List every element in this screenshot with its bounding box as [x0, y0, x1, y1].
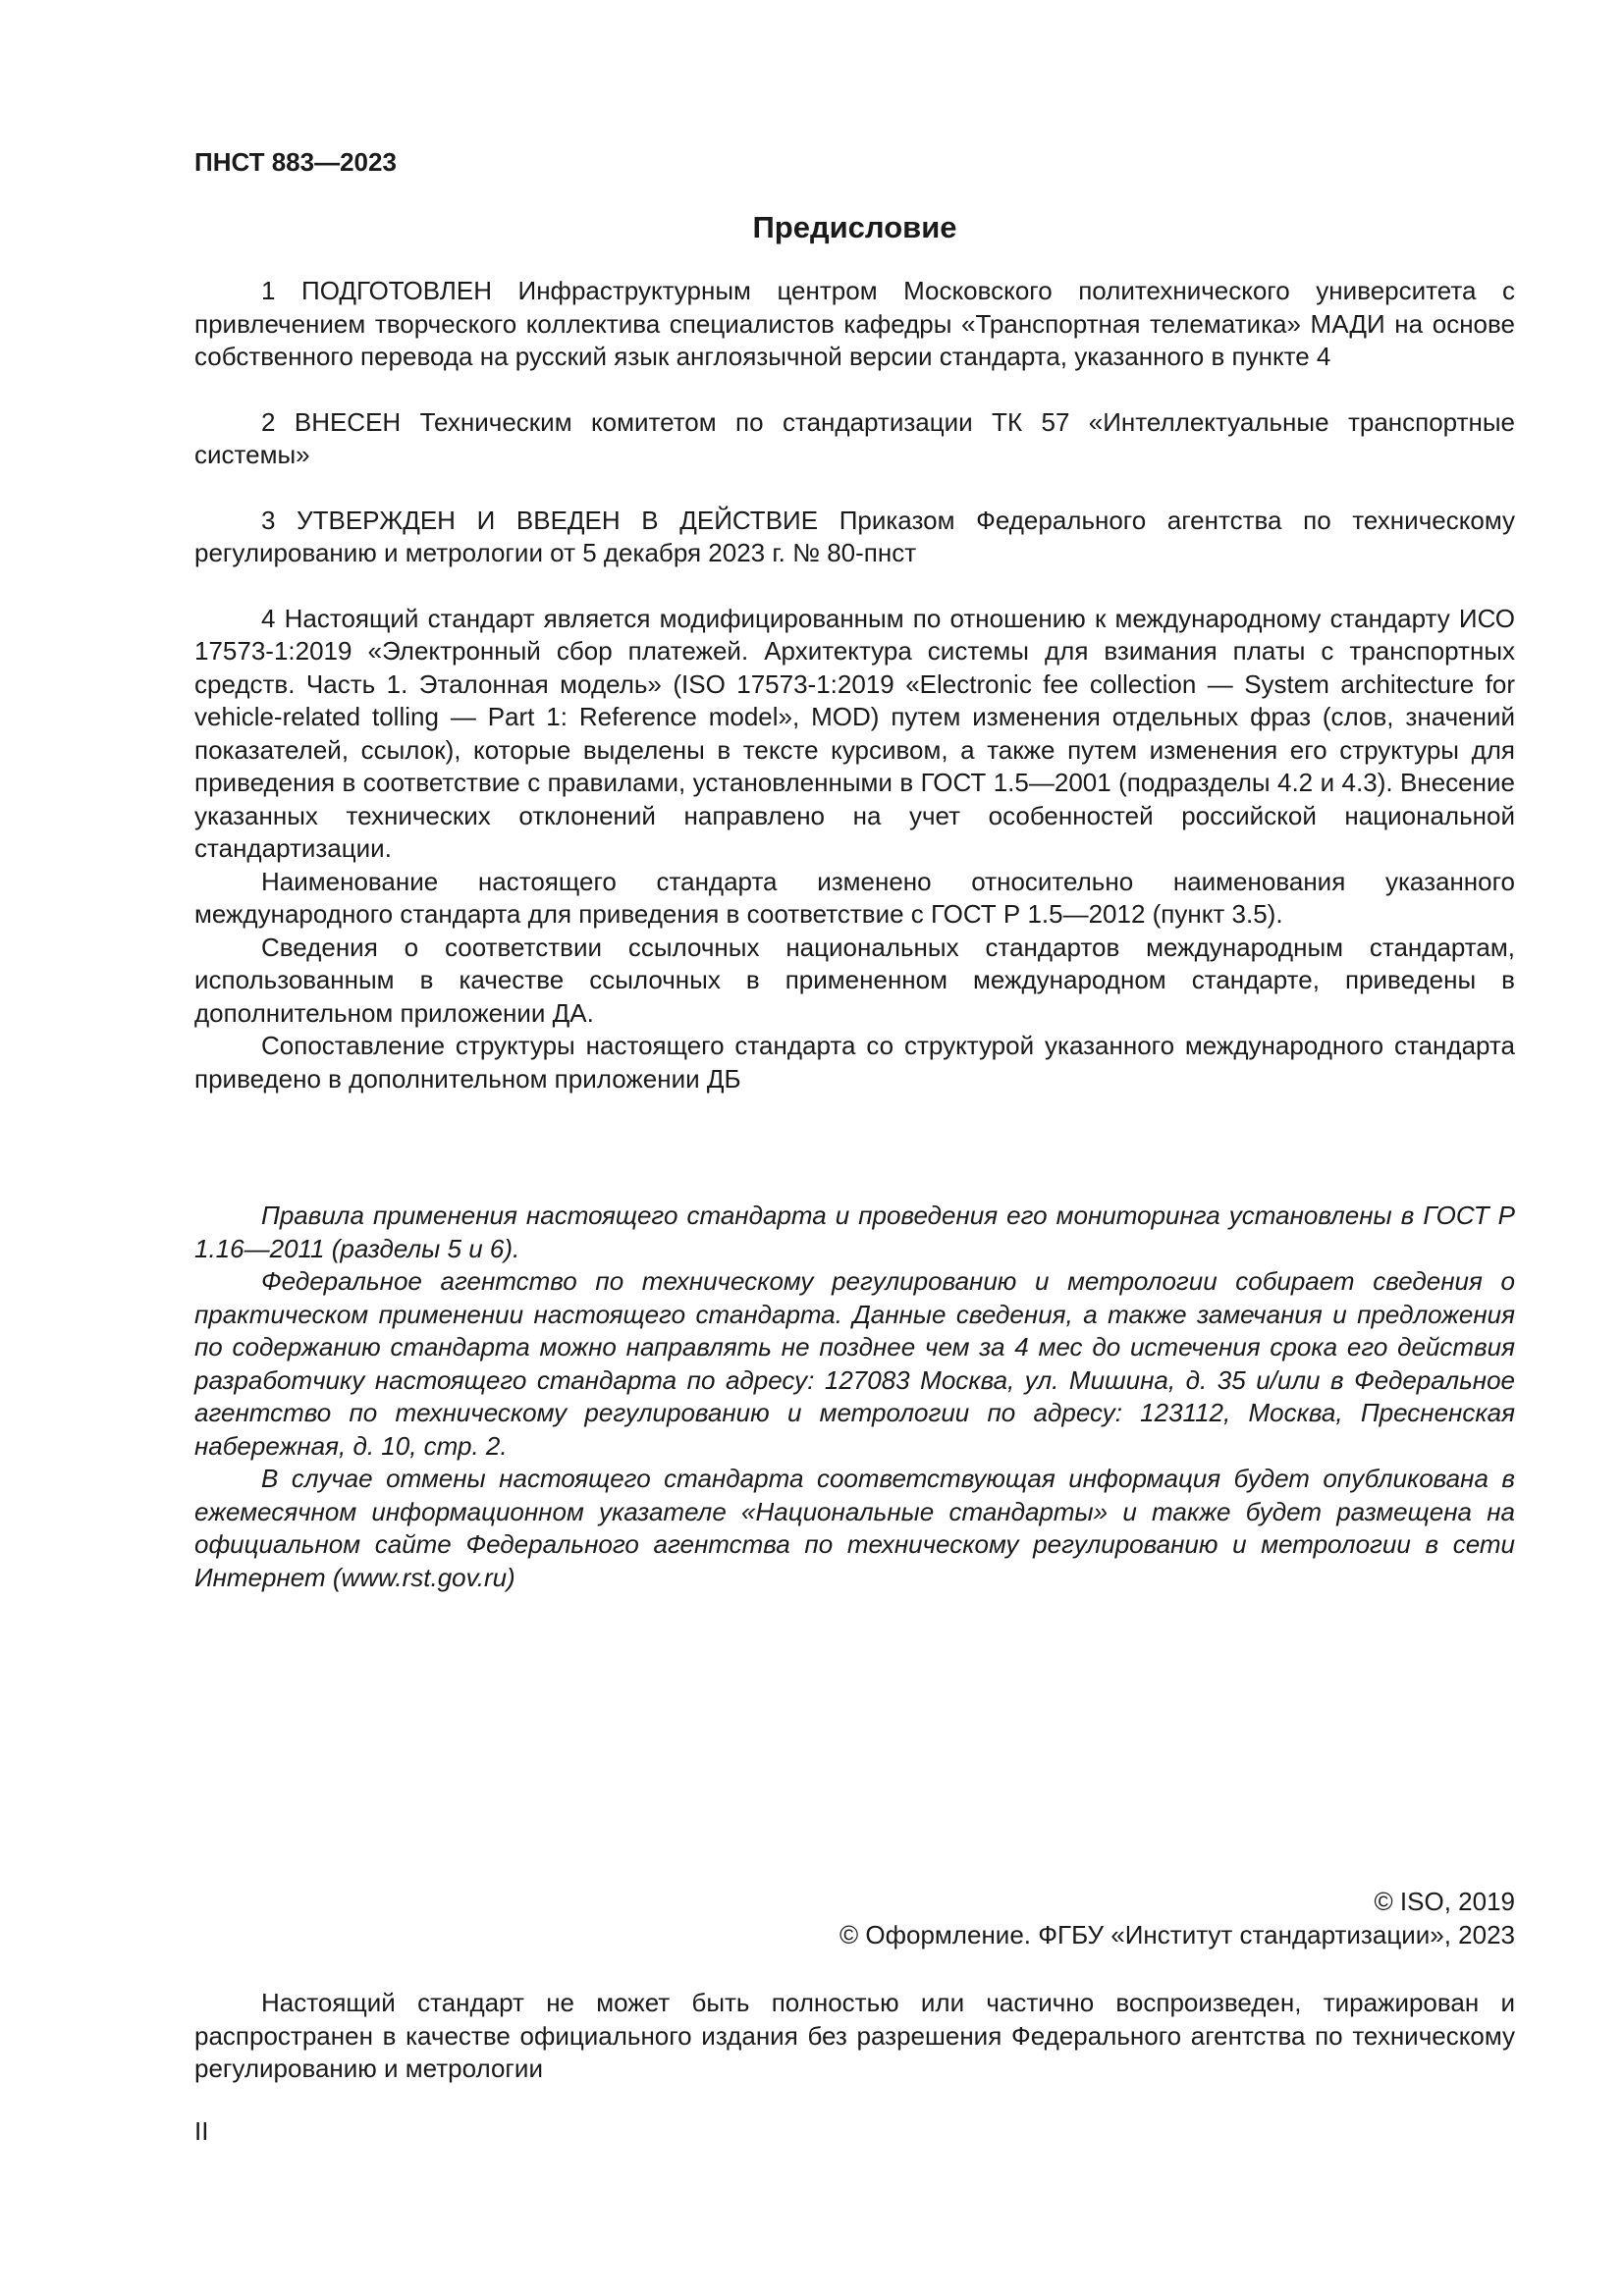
foreword-item-2: 2 ВНЕСЕН Техническим комитетом по стандартизации ТК 57 «Интеллектуальные транспортные системы» — [194, 406, 1515, 469]
notice-cancellation: В случае отмены настоящего стандарта соответствующая информация будет опубликована в ежемесячном информационном указателе «Национальные стандарты» и также будет размещена на официальном сайте Федерального агентства по техническому регулированию и метрологии в сети Интернет (www.rst.gov.ru) — [194, 1464, 1515, 1592]
monitoring-notice — [194, 1200, 1515, 1594]
notice-rules: Правила применения настоящего стандарта и проведения его мониторинга установлены в ГОСТ Р 1.16—2011 (разделы 5 и 6). — [194, 1201, 1515, 1263]
copyright-design: © Оформление. ФГБУ «Институт стандартизации», 2023 — [839, 1920, 1515, 1949]
foreword-items — [194, 275, 1515, 1095]
notice-feedback: Федеральное агентство по техническому регулированию и метрологии собирает сведения о практическом применении настоящего стандарта. Данные сведения, а также замечания и предложения по содержанию стандарта можно направлять не позднее чем за 4 мес до истечения срока его действия разработчику настоящего стандарта по адресу: 127083 Москва, ул. Мишина, д. 35 и/или в Федеральное агентство по техническому регулированию и метрологии по адресу: 123112, Москва, Пресненская набережная, д. 10, стр. 2. — [194, 1266, 1515, 1461]
reproduction-notice — [194, 1987, 1515, 2086]
foreword-item-4: 4 Настоящий стандарт является модифицированным по отношению к международному стандарту ИСО 17573-1:2019 «Электронный сбор платежей. Архитектура системы для взимания платы с транспортных средств. Часть 1. Эталонная модель» (ISO 17573-1:2019 «Electronic fee collection — System architecture for vehicle-related tolling — Part 1: Reference model», MOD) путем изменения отдельных фраз (слов, значений показателей, ссылок), которые выделены в тексте курсивом, а также путем изменения его структуры для приведения в соответствие с правилами, установленными в ГОСТ 1.5—2001 (подразделы 4.2 и 4.3). Внесение указанных технических отклонений направлено на учет особенностей российской национальной стандартизации. — [194, 603, 1515, 863]
document-code: ПНСТ 883—2023 — [194, 147, 397, 177]
document-page — [194, 145, 1515, 2207]
foreword-item-4-references-note: Сведения о соответствии ссылочных национальных стандартов международным стандартам, использованным в качестве ссылочных в примененном международном стандарте, приведены в дополнительном приложении ДА. — [194, 932, 1515, 1028]
foreword-item-4-title-note: Наименование настоящего стандарта изменено относительно наименования указанного международного стандарта для приведения в соответствие с ГОСТ Р 1.5—2012 (пункт 3.5). — [194, 866, 1515, 929]
page-number: II — [194, 2116, 209, 2146]
foreword-item-3: 3 УТВЕРЖДЕН И ВВЕДЕН В ДЕЙСТВИЕ Приказом Федерального агентства по техническому регулированию и метрологии от 5 декабря 2023 г. № 80-пнст — [194, 505, 1515, 567]
copyright-block — [839, 1885, 1515, 1951]
copyright-iso: © ISO, 2019 — [1374, 1887, 1515, 1916]
reproduction-text: Настоящий стандарт не может быть полностью или частично воспроизведен, тиражирован и распространен в качестве официального издания без разрешения Федерального агентства по техническому регулированию и метрологии — [194, 1988, 1515, 2083]
foreword-item-4-structure-note: Сопоставление структуры настоящего стандарта со структурой указанного международного стандарта приведено в дополнительном приложении ДБ — [194, 1031, 1515, 1094]
page-title: Предисловие — [752, 210, 957, 244]
foreword-item-1: 1 ПОДГОТОВЛЕН Инфраструктурным центром Московского политехнического университета с привлечением творческого коллектива специалистов кафедры «Транспортная телематика» МАДИ на основе собственного перевода на русский язык англоязычной версии стандарта, указанного в пункте 4 — [194, 276, 1515, 371]
